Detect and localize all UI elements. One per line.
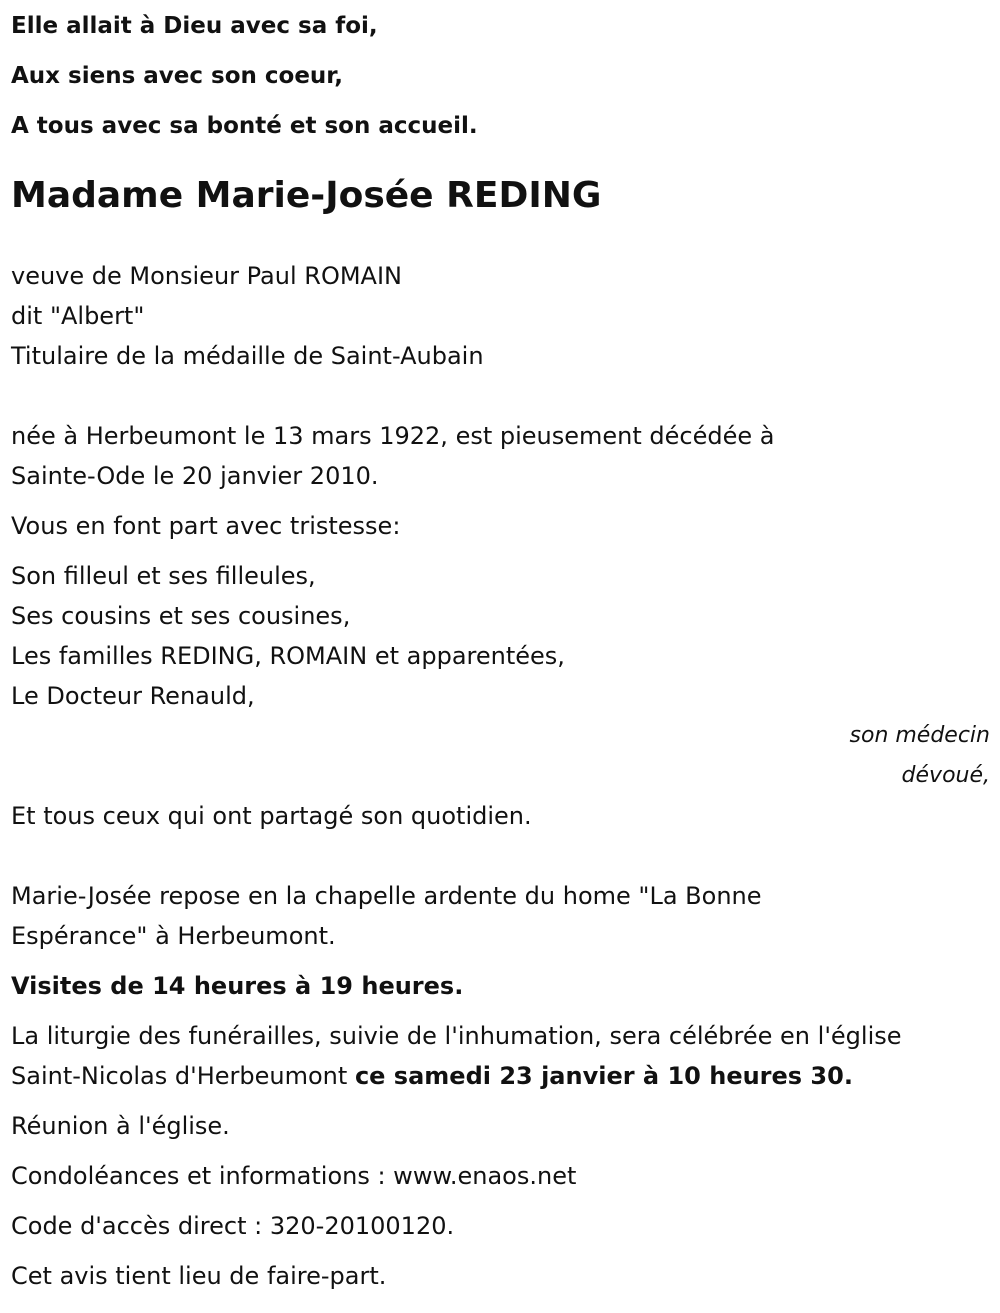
family-list (11, 556, 990, 836)
liturgy-place: Saint-Nicolas d'Herbeumont (11, 1062, 355, 1090)
poem (11, 6, 990, 146)
poem-line: Elle allait à Dieu avec sa foi, (11, 13, 378, 39)
liturgy-date: ce samedi 23 janvier à 10 heures 30. (354, 1062, 853, 1090)
announcement: Vous en font part avec tristesse: (11, 512, 401, 540)
visits: Visites de 14 heures à 19 heures. (11, 972, 464, 1000)
rest-line: Espérance" à Herbeumont. (11, 922, 336, 950)
obituary-notice (0, 6, 1000, 1296)
rest-line: Marie-Josée repose en la chapelle ardente du home "La Bonne (11, 882, 762, 910)
liturgy-line: La liturgie des funérailles, suivie de l'inhumation, sera célébrée en l'église (11, 1022, 902, 1050)
poem-line: Aux siens avec son coeur, (11, 63, 343, 89)
liturgy-line (11, 1056, 990, 1096)
rest-block (11, 876, 990, 956)
family-line: Les familles REDING, ROMAIN et apparentées, (11, 642, 565, 670)
family-line: Et tous ceux qui ont partagé son quotidien. (11, 802, 532, 830)
condolences: Condoléances et informations : www.enaos.net (11, 1162, 577, 1190)
access-code: Code d'accès direct : 320-20100120. (11, 1212, 455, 1240)
family-line: Ses cousins et ses cousines, (11, 602, 351, 630)
doctor-note: dévoué, (901, 763, 990, 788)
poem-line: A tous avec sa bonté et son accueil. (11, 113, 478, 139)
birth-death-line: Sainte-Ode le 20 janvier 2010. (11, 462, 379, 490)
doctor-note: son médecin (849, 723, 990, 748)
birth-death-block (11, 416, 990, 496)
notice: Cet avis tient lieu de faire-part. (11, 1262, 387, 1290)
family-line: Le Docteur Renauld, (11, 682, 255, 710)
widow-line: dit "Albert" (11, 302, 145, 330)
birth-death-line: née à Herbeumont le 13 mars 1922, est pieusement décédée à (11, 422, 775, 450)
family-line: Son filleul et ses filleules, (11, 562, 316, 590)
liturgy-block (11, 1016, 990, 1096)
meeting: Réunion à l'église. (11, 1112, 230, 1140)
deceased-name: Madame Marie-Josée REDING (11, 175, 602, 216)
widow-line: Titulaire de la médaille de Saint-Aubain (11, 342, 484, 370)
widow-block (11, 256, 990, 376)
widow-line: veuve de Monsieur Paul ROMAIN (11, 262, 402, 290)
